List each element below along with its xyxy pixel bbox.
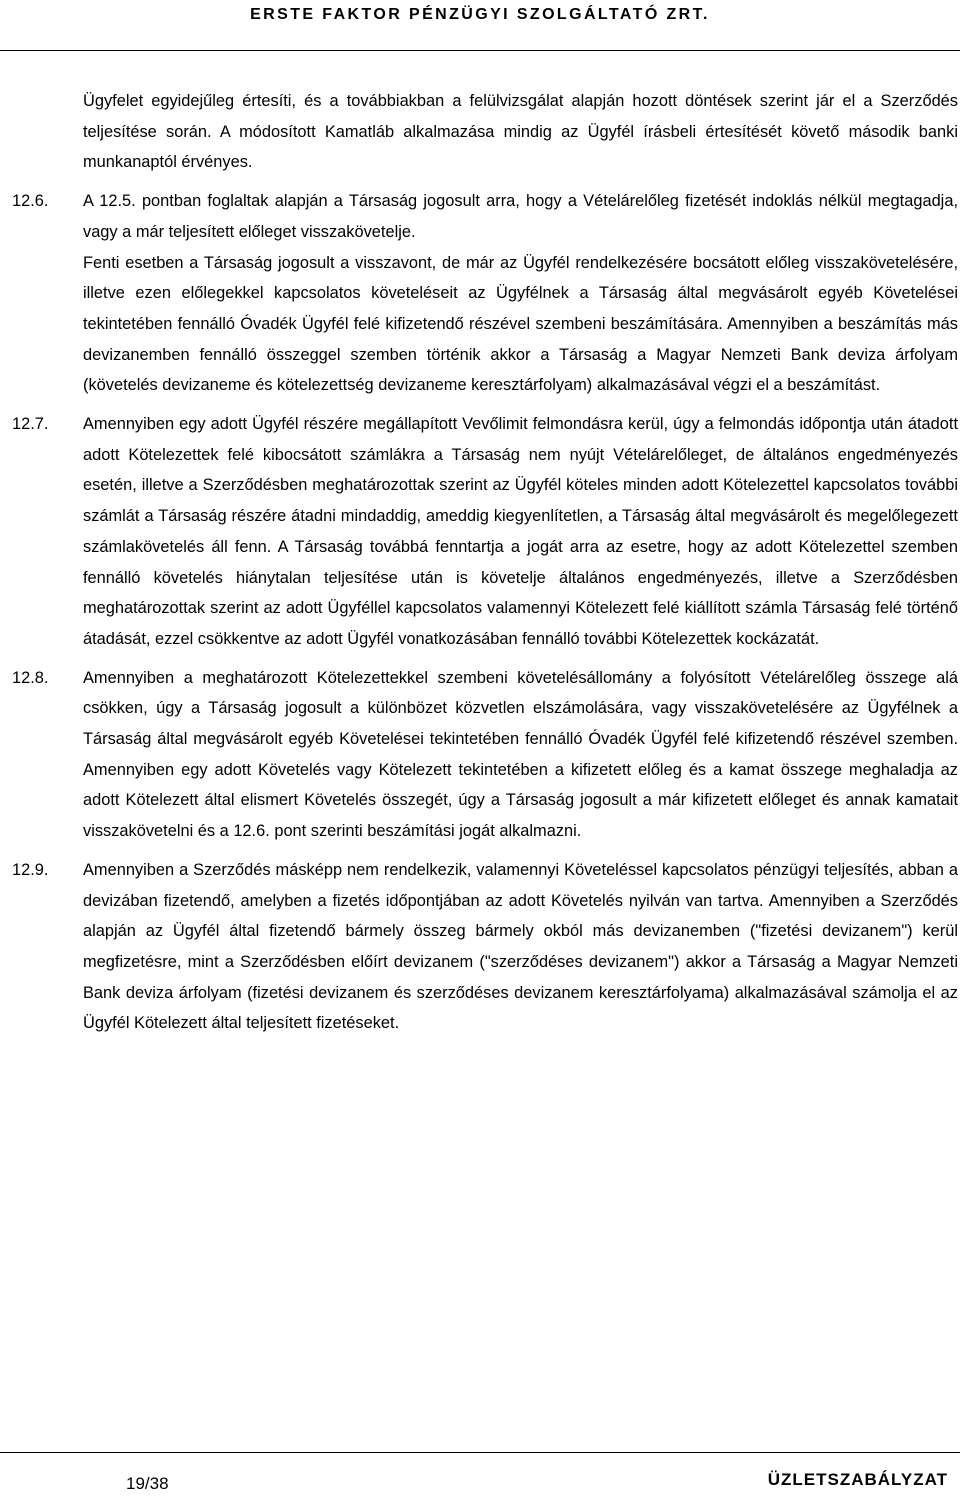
section-text: A 12.5. pontban foglaltak alapján a Társaság jogosult arra, hogy a Vételárelőleg fizetését indoklás nélkül megtagadja, vagy a már teljesített előleget visszakövetelje. xyxy=(83,192,958,241)
page-header xyxy=(0,0,960,34)
section-text-continued: Fenti esetben a Társaság jogosult a visszavont, de már az Ügyfél rendelkezésére bocsátott előleg visszakövetelésére, illetve ezen előlegekkel kapcsolatos követeléseit az Ügyfélnek a Társaság által megvásárolt egyéb Követelései tekintetében fennálló Óvadék Ügyfél felé kifizetendő részével szembeni beszámítására. Amennyiben a beszámítás más devizanemben fennálló összeggel szemben történik akkor a Társaság a Magyar Nemzeti Bank deviza árfolyam (követelés devizaneme és kötelezettség devizaneme keresztárfolyam) alkalmazásával végzi el a beszámítást. xyxy=(83,253,958,395)
document-title: ÜZLETSZABÁLYZAT xyxy=(767,1470,948,1489)
section-number: 12.9. xyxy=(12,860,49,879)
section-text: Amennyiben a meghatározott Kötelezettekkel szembeni követelésállomány a folyósított Vételárelőleg összege alá csökken, úgy a Társaság jogosult a különbözet közvetlen elszámolására, vagy visszakövetelésére az Ügyfélnek a Társaság által megvásárolt egyéb Követelései tekintetében fennálló Óvadék Ügyfél felé kifizetendő részével szemben. Amennyiben egy adott Követelés vagy Kötelezett tekintetében a kifizetett előleg és a kamat összege meghaladja az adott Kötelezett által elismert Követelés összegét, úgy a Társaság jogosult a már kifizetett előleget és annak kamatait visszakövetelni és a 12.6. pont szerinti beszámítási jogát alkalmazni. xyxy=(83,668,958,841)
section-12-9 xyxy=(12,855,958,1039)
section-12-6 xyxy=(12,186,958,401)
document-body xyxy=(12,86,958,1039)
company-name: ERSTE FAKTOR PÉNZÜGYI SZOLGÁLTATÓ ZRT. xyxy=(250,6,710,23)
section-number: 12.6. xyxy=(12,192,49,211)
continuation-paragraph: Ügyfelet egyidejűleg értesíti, és a továbbiakban a felülvizsgálat alapján hozott döntések szerint jár el a Szerződés teljesítése során. A módosított Kamatláb alkalmazása mindig az Ügyfél írásbeli értesítését követő második banki munkanaptól érvényes. xyxy=(83,92,958,172)
section-12-7 xyxy=(12,409,958,655)
section-text: Amennyiben egy adott Ügyfél részére megállapított Vevőlimit felmondásra kerül, úgy a felmondás időpontja után átadott adott Kötelezettek felé kibocsátott számlákra a Társaság nem nyújt Vételárelőleget, de általános engedményezés esetén, illetve a Szerződésben meghatározottak szerint az Ügyfél köteles minden adott Kötelezettel kapcsolatos további számlát a Társaság részére átadni mindaddig, ameddig kiegyenlítetlen, a Társaság által megvásárolt és megelőlegezett számlakövetelés áll fenn. A Társaság továbbá fenntartja a jogát arra az esetre, hogy az adott Kötelezettel szemben fennálló követelés hiánytalan teljesítése után is követelje általános engedményezés, illetve a Szerződésben meghatározottak szerint az adott Ügyféllel kapcsolatos valamennyi Kötelezett felé kiállított számla Társaság felé történő átadását, ezzel csökkentve az adott Ügyfél vonatkozásában fennálló további Kötelezettek kockázatát. xyxy=(83,415,958,648)
section-number: 12.7. xyxy=(12,415,49,434)
section-number: 12.8. xyxy=(12,668,49,687)
page-number: 19/38 xyxy=(126,1474,169,1493)
section-text: Amennyiben a Szerződés másképp nem rendelkezik, valamennyi Követeléssel kapcsolatos pénzügyi teljesítés, abban a devizában fizetendő, amelyben a fizetés időpontjában az adott Követelés nyilván van tartva. Amennyiben a Szerződés alapján az Ügyfél által fizetendő bármely összeg bármely okból más devizanemben ("fizetési devizanem") kerül megfizetésre, mint a Szerződésben előírt devizanem ("szerződéses devizanem") akkor a Társaság a Magyar Nemzeti Bank deviza árfolyam (fizetési devizanem és szerződéses devizanem keresztárfolyama) alkalmazásával számolja el az Ügyfél Kötelezett által teljesített fizetéseket. xyxy=(83,860,958,1033)
header-divider xyxy=(0,50,960,51)
footer-divider xyxy=(0,1452,960,1453)
section-12-8 xyxy=(12,663,958,847)
